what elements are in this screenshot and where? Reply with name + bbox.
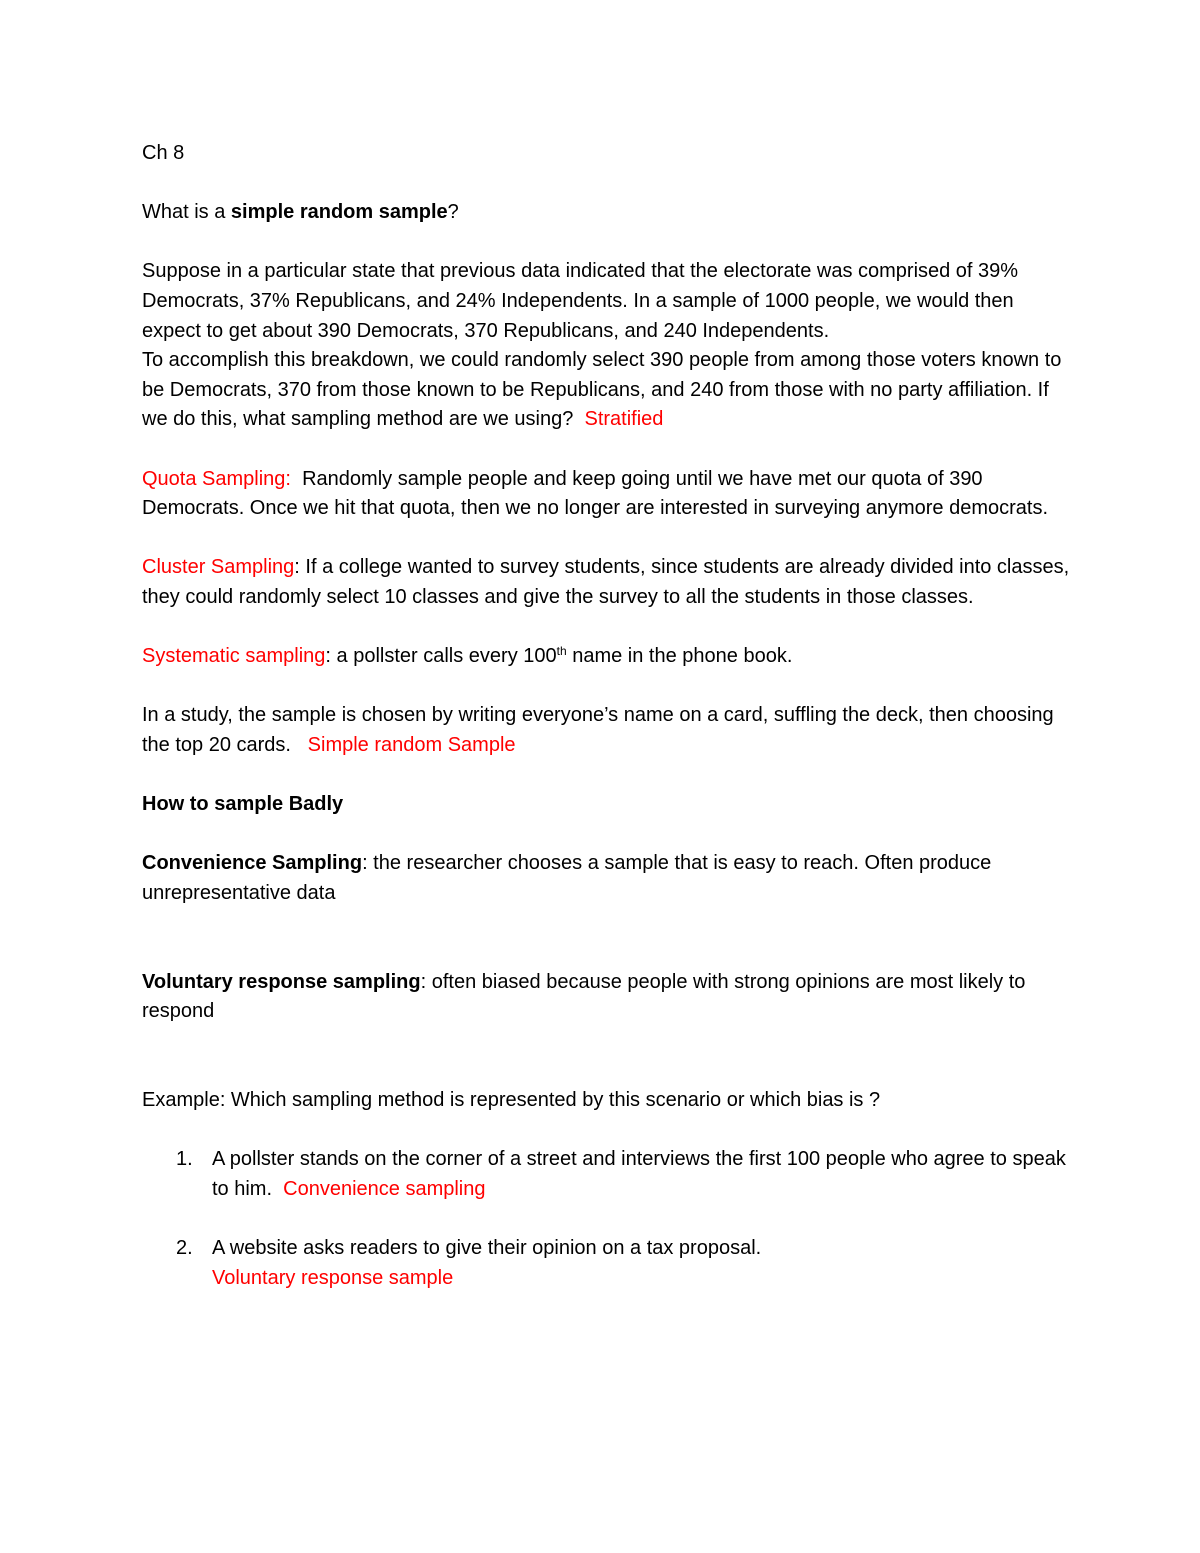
document-body xyxy=(142,139,1072,1293)
question-term: simple random sample xyxy=(230,201,448,224)
convenience-text: : the researcher chooses a sample that is easy to reach. Often produce unrepresentative data xyxy=(142,852,992,904)
study-answer: Simple random Sample xyxy=(307,733,516,756)
list-item-answer: Convenience sampling xyxy=(283,1177,486,1200)
quota-text: Randomly sample people and keep going until we have met our quota of 390 Democrats. Once we hit that quota, then we no longer are interested in surveying anymore democrats. xyxy=(142,467,1049,520)
list-number: 2. xyxy=(176,1236,193,1259)
list-number: 1. xyxy=(176,1148,193,1171)
list-item-answer: Voluntary response sample xyxy=(212,1266,454,1289)
chapter-heading: Ch 8 xyxy=(142,142,185,164)
cluster-text: : If a college wanted to survey students, since students are already divided into classes, they could randomly select 10 classes and give the survey to all the students in those classes. xyxy=(142,556,1070,608)
question-suffix: ? xyxy=(447,201,459,224)
convenience-paragraph xyxy=(142,849,1072,908)
question-prefix: What is a xyxy=(142,201,231,224)
list-item xyxy=(142,1145,1072,1204)
stratified-question: To accomplish this breakdown, we could randomly select 390 people from among those voters known to be Democrats, 370 from those known to be Republicans, and 240 from those with no party affiliation. If we do this, what sampling method are we using? xyxy=(142,349,1062,431)
question-simple-random xyxy=(142,198,1072,228)
voluntary-paragraph xyxy=(142,968,1072,1027)
bad-heading-text: How to sample Badly xyxy=(142,793,344,816)
systematic-text-end: name in the phone book. xyxy=(566,645,793,668)
systematic-text: : a pollster calls every 100 xyxy=(325,645,557,668)
cluster-paragraph xyxy=(142,553,1072,612)
voluntary-term: Voluntary response sampling xyxy=(142,970,421,993)
superscript-th: th xyxy=(556,644,567,659)
quota-term: Quota Sampling: xyxy=(142,467,291,490)
study-text: In a study, the sample is chosen by writing everyone’s name on a card, suffling the deck, then choosing the top 20 cards. xyxy=(142,704,1054,756)
stratified-text: Suppose in a particular state that previous data indicated that the electorate was comprised of 39% Democrats, 37% Republicans, and 24% Independents. In a sample of 1000 people, we would then expect to get about 390 Democrats, 370 Republicans, and 240 Independents. xyxy=(142,260,1019,342)
list-item xyxy=(142,1234,1072,1293)
list-item-text: A website asks readers to give their opinion on a tax proposal. xyxy=(212,1236,762,1259)
stratified-answer: Stratified xyxy=(584,408,664,431)
systematic-term: Systematic sampling xyxy=(142,645,326,668)
bad-sampling-heading xyxy=(142,790,1072,820)
stratified-paragraph xyxy=(142,257,1072,435)
study-paragraph xyxy=(142,701,1072,760)
convenience-term: Convenience Sampling xyxy=(142,852,363,875)
list-item-text: A pollster stands on the corner of a street and interviews the first 100 people who agree to speak to him. xyxy=(212,1148,1066,1200)
voluntary-text: : often biased because people with strong opinions are most likely to respond xyxy=(142,970,1026,1023)
cluster-term: Cluster Sampling xyxy=(142,556,295,579)
example-prompt: Example: Which sampling method is represented by this scenario or which bias is ? xyxy=(142,1089,881,1111)
quota-paragraph xyxy=(142,465,1072,524)
systematic-paragraph xyxy=(142,642,1072,672)
